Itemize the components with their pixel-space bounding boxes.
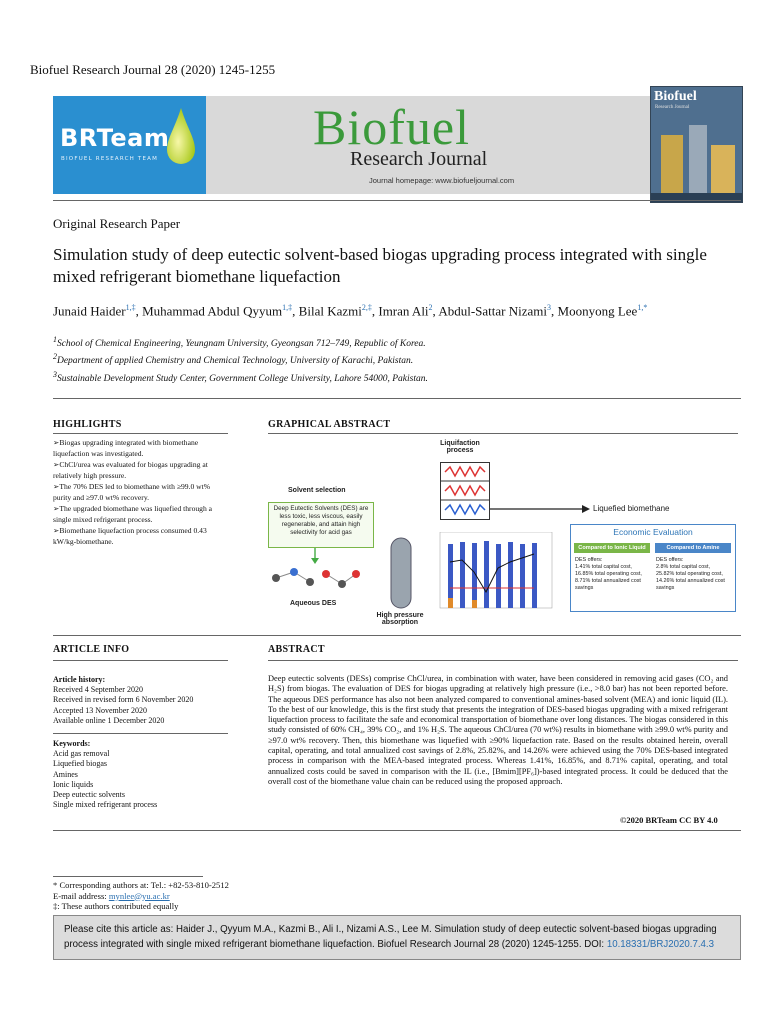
journal-banner	[53, 89, 741, 194]
keyword-item: Liquefied biogas	[53, 759, 107, 769]
article-history	[53, 675, 193, 726]
keyword-item: Deep eutectic solvents	[53, 790, 125, 800]
amine-savings: DES offers: 2.8% total capital cost, 25.82% total operating cost, 14.26% total annualized cost savings	[656, 557, 725, 591]
author-affiliation-marker: 3	[547, 303, 552, 312]
abstract-bottom-rule	[53, 830, 741, 831]
history-item: Received in revised form 6 November 2020	[53, 695, 194, 705]
ionic-liquid-column-heading: Compared to Ionic Liquid	[574, 543, 650, 553]
keyword-item: Amines	[53, 769, 78, 779]
history-item: Available online 1 December 2020	[53, 715, 165, 725]
copyright-notice: ©2020 BRTeam CC BY 4.0	[620, 815, 718, 825]
graphical-abstract-heading: GRAPHICAL ABSTRACT	[268, 419, 391, 430]
journal-homepage: Journal homepage: www.biofueljournal.com	[369, 176, 515, 185]
equal-contribution-note: ‡: These authors contributed equally	[53, 901, 179, 911]
author-affiliation-marker: 1,‡	[125, 303, 136, 312]
history-label: Article history:	[53, 675, 106, 684]
footnote-rule	[53, 876, 203, 877]
amine-column-heading: Compared to Amine	[655, 543, 731, 553]
abstract-body: Deep eutectic solvents (DESs) comprise ChCl/urea, in combination with water, have been considered in removing acid gases (CO₂ and H₂S) from biogas. The evaluation of DES for biogas upgrading at relatively high pressure (i.e., >8.0 bar) has not been reported before. The aqueous DES performance has also not been analyzed compared to conventional amines-based solvent (MEA) and ionic liquid (IL). To the best of our knowledge, this is the first study that presents the integration of DES-based biogas upgrading with a mixed refrigerant liquefaction process to facilitate the safe and economical transportation of biomethane over long distances. The biogas considered in this study consisted of 60% CH₄, 39% CO₂, and 1% H₂S. The aqueous ChCl/urea (70 wt%) results in biomethane with ≥99.0 wt% purity and ≥97.0 wt% recovery. Then, this biomethane was liquefied with ≥90% liquefaction rate. Based on the results obtained herein, overall capital, operating, and total annualized cost savings of 2.8%, 25.82%, and 14.26% were achieved using the 70% DES-based integrated process in comparison with the MEA-based integrated process. Whereas 1.41%, 16.85%, and 8.71% capital, operating, and total annualized costs could be saved in comparison with the IL (i.e., [Bmim][PF₆])-based integrated process. It could be deduced that the overall cost of the biomethane value chain can be reduced using the proposed approach.	[268, 674, 728, 786]
abstract-rule	[268, 660, 738, 661]
brand-title: Biofuel	[313, 99, 470, 155]
cover-title: Biofuel	[654, 89, 697, 104]
paper-title: Simulation study of deep eutectic solvent-based biogas upgrading process integrated with single mixed refrigerant biomethane liquefaction	[53, 245, 707, 286]
highlights-list	[53, 437, 228, 547]
highlights-rule	[53, 433, 228, 434]
paper-type: Original Research Paper	[53, 216, 181, 231]
article-info-heading: ARTICLE INFO	[53, 644, 130, 655]
journal-citation-line: Biofuel Research Journal 28 (2020) 1245-1255	[30, 62, 276, 77]
liquefaction-label: Liquifaction process	[440, 440, 480, 454]
history-item: Accepted 13 November 2020	[53, 705, 147, 715]
brteam-logo-subtext: BIOFUEL RESEARCH TEAM	[61, 156, 159, 162]
brteam-logo-text: BRTeam	[60, 124, 170, 152]
author-name: Bilal Kazmi	[298, 303, 362, 319]
author-name: Junaid Haider	[53, 303, 126, 319]
keywords-label: Keywords:	[53, 739, 91, 748]
results-chart-icon	[430, 532, 560, 622]
affiliation-2: $^2$Department of applied Chemistry and Chemical Technology, University of Karachi, Pakistan.	[53, 352, 414, 367]
header-rule	[53, 200, 741, 201]
citation-box	[53, 915, 741, 960]
heat-exchanger-icon	[440, 462, 490, 520]
article-info-rule	[53, 660, 228, 661]
author-name: Abdul-Sattar Nizami	[438, 303, 548, 319]
highlight-item: ➢The 70% DES led to biomethane with ≥99.0 wt% purity and ≥97.0 wt% recovery.	[53, 482, 211, 502]
economic-evaluation-panel	[570, 524, 736, 612]
author-name: Muhammad Abdul Qyyum	[142, 303, 283, 319]
liquefied-biomethane-label: Liquefied biomethane	[593, 504, 670, 513]
brteam-logo	[53, 96, 206, 194]
highlight-item: ➢The upgraded biomethane was liquefied through a single mixed refrigerant process.	[53, 504, 213, 524]
highlight-item: ➢Biomethane liquefaction process consumed 0.43 kW/kg-biomethane.	[53, 526, 207, 546]
drop-icon	[165, 106, 197, 168]
economic-evaluation-title: Economic Evaluation	[613, 527, 693, 537]
absorption-column-icon	[388, 534, 414, 610]
aqueous-des-label: Aqueous DES	[290, 600, 337, 607]
citation-text: Please cite this article as: Haider J., Qyyum M.A., Kazmi B., Ali I., Nizami A.S., Lee M. Simulation study of deep eutectic solvent-based biogas upgrading process integrated with single mixed refrigerant biomethane liquefaction. Biofuel Research Journal 28 (2020) 1245-1255. DOI: 10.18331/BRJ2020.7.4.3	[64, 924, 717, 950]
info-rule	[53, 635, 741, 636]
doi-link[interactable]: 10.18331/BRJ2020.7.4.3	[606, 939, 714, 950]
highlights-heading: HIGHLIGHTS	[53, 419, 122, 430]
footnotes	[53, 880, 229, 912]
author-affiliation-marker: 2	[428, 303, 433, 312]
history-item: Received 4 September 2020	[53, 685, 143, 695]
affiliation-1: $^1$School of Chemical Engineering, Yeungnam University, Gyeongsan 712–749, Republic of Korea.	[53, 335, 426, 350]
author-name: Imran Ali	[378, 303, 429, 319]
keyword-item: Ionic liquids	[53, 779, 94, 789]
journal-cover-image	[650, 86, 743, 203]
email-line: E-mail address: mynlee@yu.ac.kr	[53, 890, 170, 901]
corresponding-author-note: * Corresponding authors at: Tel.: +82-53-810-2512	[53, 880, 229, 890]
keywords-list	[53, 739, 157, 810]
author-name: Moonyong Lee	[557, 303, 638, 319]
highlight-item: ➢Biogas upgrading integrated with biomethane liquefaction was investigated.	[53, 438, 199, 458]
affiliation-3: $^3$Sustainable Development Study Center, Government College University, Lahore 54000, Pakistan.	[53, 370, 428, 385]
brand-subtitle: Research Journal	[350, 148, 488, 170]
keyword-item: Single mixed refrigerant process	[53, 800, 158, 810]
author-affiliation-marker: 1,*	[637, 303, 648, 312]
author-affiliation-marker: 2,‡	[361, 303, 372, 312]
molecule-icon	[266, 560, 366, 594]
cover-subtitle: Research Journal	[655, 105, 690, 110]
affiliation-rule	[53, 398, 741, 399]
author-list: Junaid Haider$^{1,\ddagger}$, Muhammad Abdul Qyyum$^{1,\ddagger}$, Bilal Kazmi$^{2,\ddagger}$, Imran Ali$^2$, Abdul-Sattar Nizami$^3$, Moonyong Lee$^{1,*}$	[53, 303, 648, 319]
des-description-box: Deep Eutectic Solvents (DES) are less toxic, less viscous, easily regenerable, and attain high selectivity for acid gas	[268, 502, 374, 548]
ionic-liquid-savings: DES offers: 1.41% total capital cost, 16.85% total operating cost, 8.71% total annualized cost savings	[575, 557, 642, 591]
graphical-abstract-figure	[260, 434, 738, 634]
keywords-rule	[53, 733, 228, 734]
highlight-item: ➢ChCl/urea was evaluated for biogas upgrading at relatively high pressure.	[53, 460, 208, 480]
solvent-selection-label: Solvent selection	[288, 487, 346, 494]
author-affiliation-marker: 1,‡	[282, 303, 293, 312]
cover-illustration	[651, 115, 742, 202]
high-pressure-label: High pressure absorption	[376, 612, 424, 626]
keyword-item: Acid gas removal	[53, 749, 110, 759]
abstract-heading: ABSTRACT	[268, 644, 325, 655]
email-link[interactable]: mynlee@yu.ac.kr	[108, 890, 170, 901]
arrow-right-icon	[490, 504, 590, 514]
